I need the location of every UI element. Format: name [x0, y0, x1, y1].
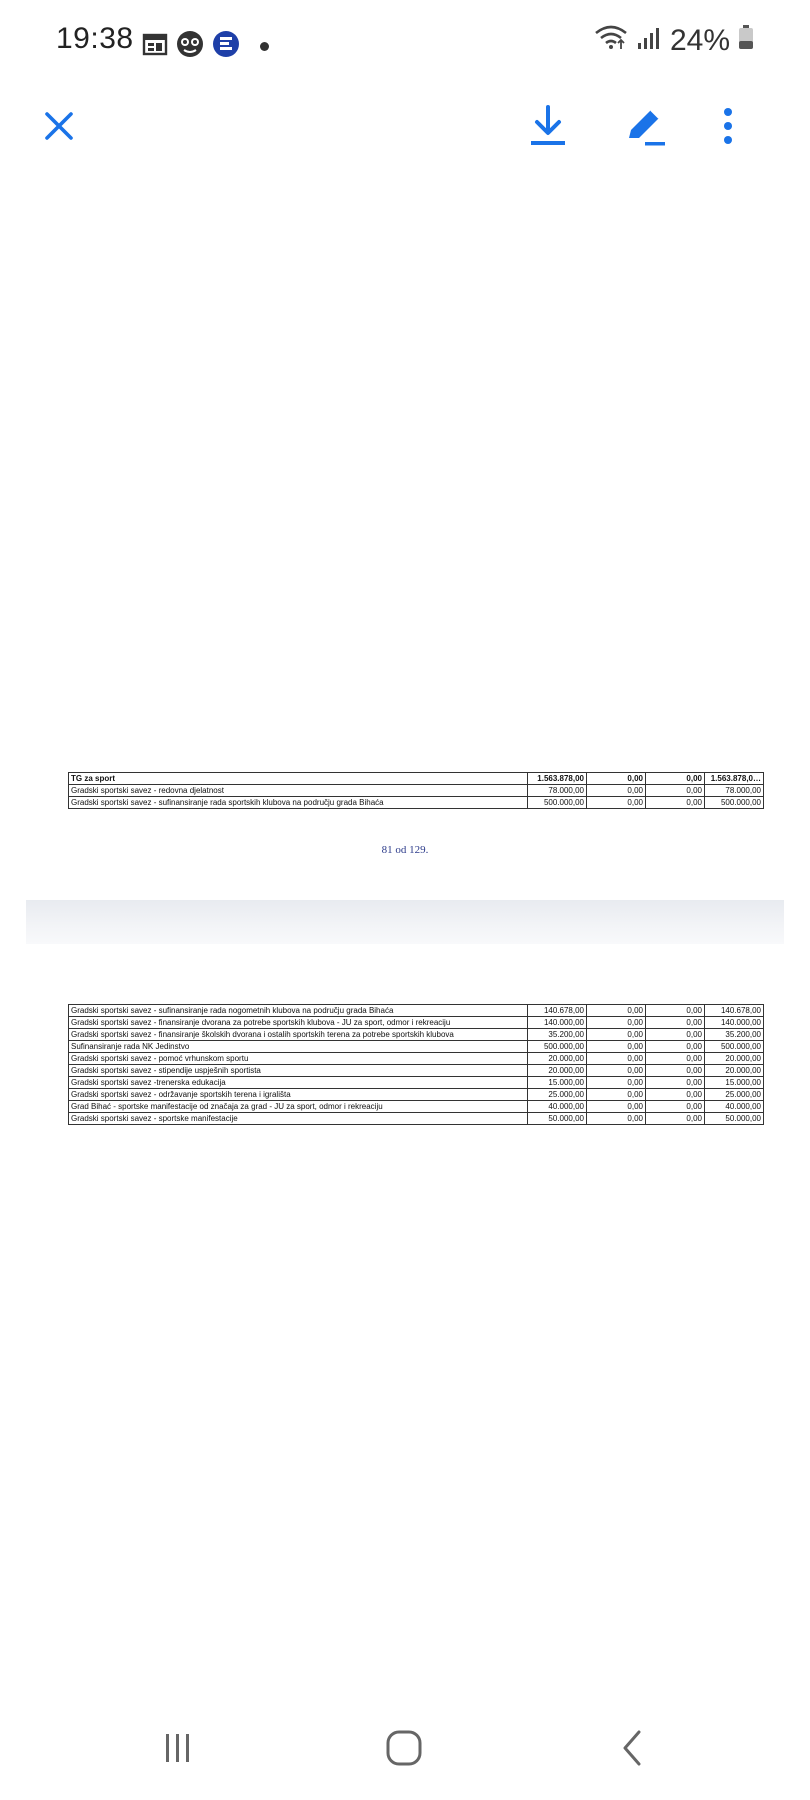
- document-viewer[interactable]: [0, 160, 810, 1700]
- recent-apps-button[interactable]: [148, 1728, 208, 1772]
- document-page-81: [26, 760, 784, 900]
- more-options-icon: [722, 106, 734, 151]
- row-value: 0,00: [587, 1053, 646, 1065]
- row-value: 0,00: [646, 785, 705, 797]
- budget-table-bottom: [68, 1004, 764, 1125]
- document-page-82: [26, 944, 784, 1123]
- back-icon: [617, 1728, 647, 1773]
- battery-icon: [738, 24, 754, 58]
- system-nav-bar: [0, 1700, 810, 1800]
- table-row: [69, 1101, 764, 1113]
- row-value: 0,00: [646, 797, 705, 809]
- row-value: 0,00: [646, 773, 705, 785]
- row-value: 20.000,00: [528, 1053, 587, 1065]
- download-button[interactable]: [520, 100, 576, 156]
- row-value: 0,00: [587, 1089, 646, 1101]
- row-value: 0,00: [646, 1053, 705, 1065]
- row-value: 140.000,00: [705, 1017, 764, 1029]
- row-value: 1.563.878,0…: [705, 773, 764, 785]
- row-value: 0,00: [587, 773, 646, 785]
- row-value: 0,00: [646, 1029, 705, 1041]
- home-button[interactable]: [374, 1728, 434, 1772]
- budget-table-top: [68, 772, 764, 809]
- table-row: [69, 797, 764, 809]
- row-description: Gradski sportski savez - finansiranje dvorana za potrebe sportskih klubova - JU za sport, odmor i rekreaciju: [69, 1017, 528, 1029]
- row-value: 78.000,00: [705, 785, 764, 797]
- row-description: Sufinansiranje rada NK Jedinstvo: [69, 1041, 528, 1053]
- more-options-button[interactable]: [700, 100, 756, 156]
- row-value: 0,00: [587, 785, 646, 797]
- row-description: Gradski sportski savez - održavanje sportskih terena i igrališta: [69, 1089, 528, 1101]
- row-description: Gradski sportski savez -trenerska edukacija: [69, 1077, 528, 1089]
- row-value: 0,00: [646, 1089, 705, 1101]
- row-value: 0,00: [646, 1113, 705, 1125]
- row-value: 15.000,00: [705, 1077, 764, 1089]
- table-row: [69, 1029, 764, 1041]
- row-value: 0,00: [587, 1005, 646, 1017]
- row-value: 25.000,00: [705, 1089, 764, 1101]
- row-value: 0,00: [646, 1005, 705, 1017]
- page-number: 81 od 129.: [381, 844, 429, 856]
- back-button[interactable]: [602, 1728, 662, 1772]
- row-value: 40.000,00: [528, 1101, 587, 1113]
- table-row: [69, 1065, 764, 1077]
- news-app-icon: [212, 30, 240, 63]
- table-row: [69, 1077, 764, 1089]
- table-row: [69, 1005, 764, 1017]
- row-value: 50.000,00: [528, 1113, 587, 1125]
- row-value: 0,00: [646, 1041, 705, 1053]
- row-description: TG za sport: [69, 773, 528, 785]
- row-description: Gradski sportski savez - sufinansiranje rada sportskih klubova na području grada Bihaća: [69, 797, 528, 809]
- row-description: Grad Bihać - sportske manifestacije od značaja za grad - JU za sport, odmor i rekreaciju: [69, 1101, 528, 1113]
- row-value: 500.000,00: [528, 797, 587, 809]
- row-value: 0,00: [587, 797, 646, 809]
- table-row: [69, 1113, 764, 1125]
- row-description: Gradski sportski savez - sportske manifestacije: [69, 1113, 528, 1125]
- row-value: 0,00: [587, 1113, 646, 1125]
- row-value: 20.000,00: [705, 1053, 764, 1065]
- row-value: 0,00: [587, 1101, 646, 1113]
- home-icon: [384, 1728, 424, 1773]
- row-value: 0,00: [587, 1017, 646, 1029]
- row-value: 0,00: [646, 1065, 705, 1077]
- row-value: 20.000,00: [528, 1065, 587, 1077]
- app-icon: [176, 30, 204, 63]
- row-value: 40.000,00: [705, 1101, 764, 1113]
- calendar-icon: [142, 32, 168, 61]
- row-value: 20.000,00: [705, 1065, 764, 1077]
- row-value: 0,00: [646, 1077, 705, 1089]
- row-value: 50.000,00: [705, 1113, 764, 1125]
- wifi-icon: [594, 24, 628, 58]
- row-value: 140.678,00: [528, 1005, 587, 1017]
- table-row: [69, 1053, 764, 1065]
- table-row: [69, 785, 764, 797]
- row-value: 500.000,00: [528, 1041, 587, 1053]
- notification-dot-icon: [260, 42, 269, 51]
- status-bar: [0, 0, 810, 90]
- row-value: 15.000,00: [528, 1077, 587, 1089]
- viewer-toolbar: [0, 90, 810, 160]
- row-value: 25.000,00: [528, 1089, 587, 1101]
- row-description: Gradski sportski savez - redovna djelatnost: [69, 785, 528, 797]
- row-value: 140.678,00: [705, 1005, 764, 1017]
- battery-percentage: 24%: [669, 24, 730, 57]
- close-button[interactable]: [31, 100, 87, 156]
- row-value: 78.000,00: [528, 785, 587, 797]
- row-value: 140.000,00: [528, 1017, 587, 1029]
- row-value: 35.200,00: [705, 1029, 764, 1041]
- row-value: 500.000,00: [705, 797, 764, 809]
- table-row: [69, 1017, 764, 1029]
- signal-icon: [636, 24, 662, 58]
- budget-table-top-body: [69, 773, 764, 809]
- row-value: 0,00: [587, 1077, 646, 1089]
- row-description: Gradski sportski savez - finansiranje školskih dvorana i ostalih sportskih terena za potrebe sportskih klubova: [69, 1029, 528, 1041]
- status-time: 19:38: [56, 22, 134, 55]
- row-value: 0,00: [587, 1065, 646, 1077]
- table-row: [69, 1089, 764, 1101]
- status-system-icons: [594, 24, 754, 58]
- download-icon: [527, 104, 569, 153]
- row-value: 0,00: [587, 1029, 646, 1041]
- row-value: 0,00: [646, 1017, 705, 1029]
- row-value: 500.000,00: [705, 1041, 764, 1053]
- row-value: 35.200,00: [528, 1029, 587, 1041]
- row-description: Gradski sportski savez - pomoć vrhunskom sportu: [69, 1053, 528, 1065]
- row-description: Gradski sportski savez - stipendije uspješnih sportista: [69, 1065, 528, 1077]
- row-value: 0,00: [587, 1041, 646, 1053]
- table-row: [69, 773, 764, 785]
- table-row: [69, 1041, 764, 1053]
- row-value: 1.563.878,00: [528, 773, 587, 785]
- status-notification-icons: [142, 30, 269, 63]
- page-separator: [26, 900, 784, 944]
- row-value: 0,00: [646, 1101, 705, 1113]
- edit-button[interactable]: [617, 100, 673, 156]
- close-icon: [43, 110, 75, 147]
- edit-icon: [623, 104, 667, 153]
- recent-apps-icon: [161, 1731, 195, 1770]
- row-description: Gradski sportski savez - sufinansiranje rada nogometnih klubova na području grada Bihaća: [69, 1005, 528, 1017]
- budget-table-bottom-body: [69, 1005, 764, 1125]
